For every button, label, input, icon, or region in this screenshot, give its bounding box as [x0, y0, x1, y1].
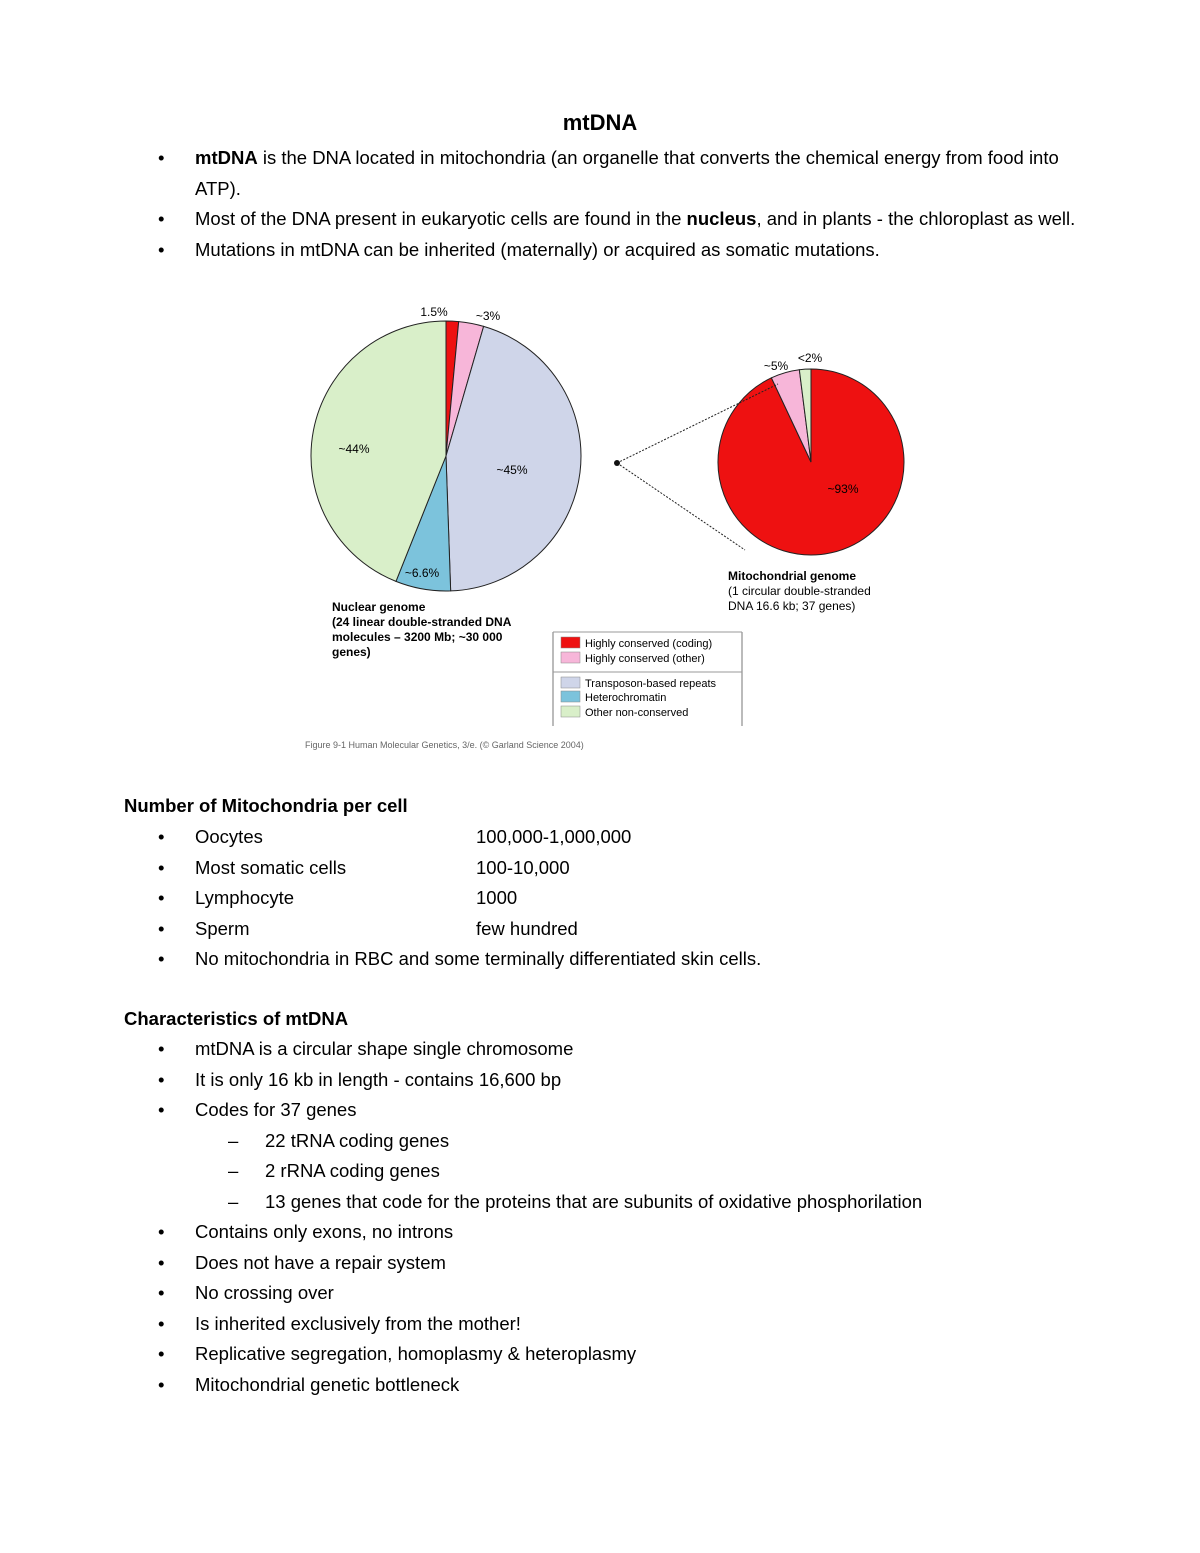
sub-list-item: – 2 rRNA coding genes — [158, 1156, 1098, 1187]
mito-count-value: 1000 — [476, 887, 518, 908]
mito-genome-desc: DNA 16.6 kb; 37 genes) — [728, 599, 856, 613]
connector-dot — [614, 460, 620, 466]
nuclear-genome-desc: genes) — [332, 645, 371, 659]
mito-genome-title: Mitochondrial genome — [728, 569, 857, 583]
legend-swatch — [561, 706, 580, 717]
cell-type: Most somatic cells — [195, 856, 347, 878]
legend-label: Transposon-based repeats — [585, 678, 717, 690]
sub-list-item: – 22 tRNA coding genes — [158, 1126, 1098, 1157]
nuclear-genome-title: Nuclear genome — [332, 600, 426, 614]
intro-list — [158, 143, 1098, 265]
list-item: • Mitochondrial genetic bottleneck — [158, 1370, 1098, 1401]
pie-label: 1.5% — [420, 305, 448, 319]
pie-label: ~93% — [827, 482, 859, 496]
list-item: • mtDNA is a circular shape single chromosome — [158, 1034, 1098, 1065]
mitochondrial-pie — [718, 369, 904, 555]
list-item — [158, 914, 1098, 945]
bold-term: nucleus — [686, 208, 757, 229]
bold-term: mtDNA — [195, 147, 258, 168]
list-item: • Is inherited exclusively from the mother! — [158, 1309, 1098, 1340]
cell-type: Sperm — [195, 917, 250, 939]
mito-count-list — [158, 822, 1098, 975]
legend-label: Highly conserved (coding) — [585, 638, 713, 650]
nuclear-genome-desc: molecules – 3200 Mb; ~30 000 — [332, 630, 503, 644]
list-item: • Mutations in mtDNA can be inherited (maternally) or acquired as somatic mutations. — [158, 235, 1098, 266]
list-item: • No mitochondria in RBC and some terminally differentiated skin cells. — [158, 944, 1098, 975]
legend-swatch — [561, 652, 580, 663]
characteristics-list — [158, 1034, 1098, 1400]
legend-swatch — [561, 637, 580, 648]
legend-label: Highly conserved (other) — [585, 653, 705, 665]
item-text: Most of the DNA present in eukaryotic cells are found in the — [195, 208, 687, 229]
mito-count-value: few hundred — [476, 917, 578, 939]
list-item — [158, 853, 1098, 884]
pie-label: <2% — [797, 351, 823, 365]
list-item — [158, 883, 1098, 914]
genome-pie-figure — [300, 300, 920, 760]
cell-type: Lymphocyte — [195, 887, 295, 908]
section-heading: Characteristics of mtDNA — [124, 1008, 349, 1029]
cell-type: Oocytes — [195, 826, 263, 847]
sub-list-item: – 13 genes that code for the proteins that are subunits of oxidative phosphorilation — [158, 1187, 1098, 1218]
section-heading: Number of Mitochondria per cell — [124, 795, 408, 816]
legend-swatch — [561, 677, 580, 688]
legend-swatch — [561, 691, 580, 702]
list-item: • It is only 16 kb in length - contains 16,600 bp — [158, 1065, 1098, 1096]
legend-label: Heterochromatin — [585, 692, 667, 704]
item-text: is the DNA located in mitochondria (an organelle that converts the chemical energy from food into ATP). — [195, 147, 1059, 199]
pie-label: ~5% — [763, 359, 789, 373]
mito-genome-desc: (1 circular double-stranded — [728, 584, 871, 598]
list-item — [158, 822, 1098, 853]
list-item — [158, 143, 1098, 204]
list-item: • Replicative segregation, homoplasmy & heteroplasmy — [158, 1339, 1098, 1370]
pie-label: ~3% — [475, 309, 501, 323]
document-title: mtDNA — [562, 110, 638, 135]
legend — [553, 632, 742, 726]
mito-count-value: 100-10,000 — [476, 856, 570, 878]
list-item: • Contains only exons, no introns — [158, 1217, 1098, 1248]
nuclear-genome-desc: (24 linear double-stranded DNA — [332, 615, 512, 629]
pie-label: ~6.6% — [404, 566, 440, 580]
pie-label: ~44% — [338, 442, 370, 456]
figure-caption: Figure 9-1 Human Molecular Genetics, 3/e. (© Garland Science 2004) — [305, 740, 584, 750]
list-item: • Codes for 37 genes — [158, 1095, 1098, 1126]
mito-count-value: 100,000-1,000,000 — [476, 826, 632, 847]
nuclear-pie — [311, 321, 581, 591]
pie-label: ~45% — [496, 463, 528, 477]
list-item — [158, 204, 1098, 235]
list-item: • Does not have a repair system — [158, 1248, 1098, 1279]
legend-label: Other non-conserved — [585, 707, 689, 719]
list-item: • No crossing over — [158, 1278, 1098, 1309]
item-text: , and in plants - the chloroplast as well. — [756, 208, 1076, 229]
